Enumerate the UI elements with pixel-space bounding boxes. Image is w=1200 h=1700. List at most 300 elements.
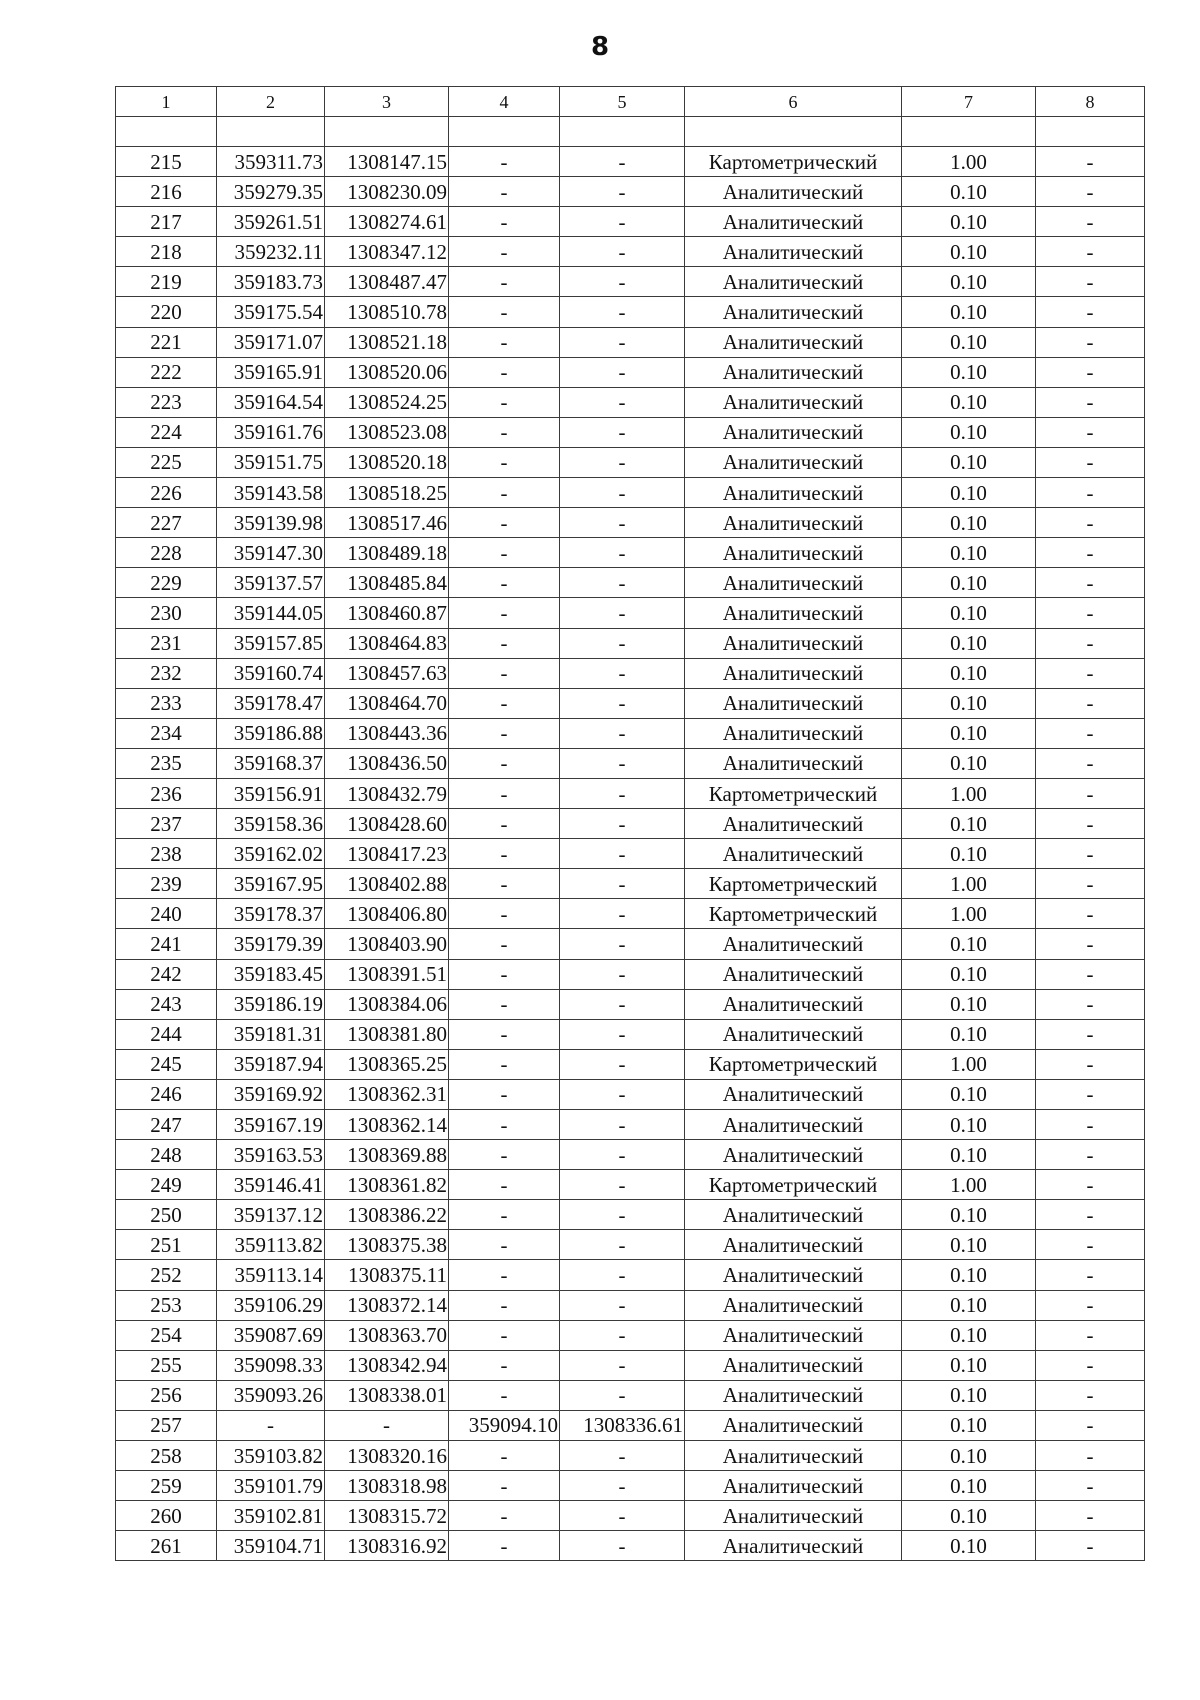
y-coordinate-cell: 1308517.46 (325, 508, 449, 538)
method-cell: Аналитический (685, 357, 902, 387)
new-x-cell: - (449, 1380, 560, 1410)
table-row (116, 1260, 1145, 1290)
table-row (116, 989, 1145, 1019)
point-number-cell: 245 (116, 1049, 217, 1079)
description-cell: - (1036, 1471, 1145, 1501)
point-number-cell: 218 (116, 237, 217, 267)
table-row (116, 1531, 1145, 1561)
new-x-cell: - (449, 147, 560, 177)
method-cell: Аналитический (685, 1320, 902, 1350)
new-x-cell: - (449, 387, 560, 417)
new-x-cell: - (449, 899, 560, 929)
point-number-cell: 248 (116, 1140, 217, 1170)
new-x-cell: - (449, 748, 560, 778)
point-number-cell: 243 (116, 989, 217, 1019)
description-cell: - (1036, 1170, 1145, 1200)
new-y-cell: - (560, 1471, 685, 1501)
table-row (116, 447, 1145, 477)
table-row (116, 147, 1145, 177)
new-y-cell: - (560, 297, 685, 327)
point-number-cell: 222 (116, 357, 217, 387)
method-cell: Аналитический (685, 1441, 902, 1471)
y-coordinate-cell: 1308386.22 (325, 1200, 449, 1230)
y-coordinate-cell: 1308417.23 (325, 839, 449, 869)
new-x-cell: - (449, 1230, 560, 1260)
accuracy-cell: 0.10 (902, 297, 1036, 327)
table-row (116, 1230, 1145, 1260)
new-x-cell: - (449, 1079, 560, 1109)
description-cell: - (1036, 177, 1145, 207)
accuracy-cell: 0.10 (902, 1441, 1036, 1471)
new-y-cell: - (560, 839, 685, 869)
new-y-cell: - (560, 538, 685, 568)
new-x-cell: - (449, 177, 560, 207)
method-cell: Аналитический (685, 1260, 902, 1290)
description-cell: - (1036, 718, 1145, 748)
new-y-cell: - (560, 688, 685, 718)
point-number-cell: 258 (116, 1441, 217, 1471)
x-coordinate-cell: 359178.47 (217, 688, 325, 718)
y-coordinate-cell: 1308428.60 (325, 809, 449, 839)
x-coordinate-cell: 359137.57 (217, 568, 325, 598)
new-x-cell: - (449, 207, 560, 237)
table-row (116, 1380, 1145, 1410)
table-row (116, 718, 1145, 748)
new-x-cell: - (449, 508, 560, 538)
new-x-cell: - (449, 297, 560, 327)
new-y-cell: - (560, 387, 685, 417)
description-cell: - (1036, 1049, 1145, 1079)
y-coordinate-cell: 1308347.12 (325, 237, 449, 267)
x-coordinate-cell: 359151.75 (217, 447, 325, 477)
new-x-cell: - (449, 538, 560, 568)
method-cell: Картометрический (685, 869, 902, 899)
table-row (116, 839, 1145, 869)
y-coordinate-cell: 1308363.70 (325, 1320, 449, 1350)
description-cell: - (1036, 1320, 1145, 1350)
new-y-cell: - (560, 147, 685, 177)
accuracy-cell: 0.10 (902, 688, 1036, 718)
description-cell: - (1036, 1501, 1145, 1531)
method-cell: Аналитический (685, 989, 902, 1019)
column-header-cell: 8 (1036, 87, 1145, 117)
accuracy-cell: 0.10 (902, 929, 1036, 959)
description-cell: - (1036, 508, 1145, 538)
accuracy-cell: 0.10 (902, 1110, 1036, 1140)
method-cell: Картометрический (685, 1170, 902, 1200)
x-coordinate-cell: 359183.73 (217, 267, 325, 297)
description-cell: - (1036, 538, 1145, 568)
description-cell: - (1036, 748, 1145, 778)
method-cell: Аналитический (685, 1019, 902, 1049)
accuracy-cell: 0.10 (902, 1290, 1036, 1320)
y-coordinate-cell: 1308391.51 (325, 959, 449, 989)
new-y-cell: - (560, 929, 685, 959)
x-coordinate-cell: 359098.33 (217, 1350, 325, 1380)
new-x-cell: - (449, 1170, 560, 1200)
table-row (116, 778, 1145, 808)
description-cell: - (1036, 1531, 1145, 1561)
new-x-cell: - (449, 989, 560, 1019)
description-cell: - (1036, 1079, 1145, 1109)
y-coordinate-cell: 1308384.06 (325, 989, 449, 1019)
new-x-cell: - (449, 327, 560, 357)
new-x-cell: - (449, 1471, 560, 1501)
new-x-cell: - (449, 447, 560, 477)
description-cell: - (1036, 357, 1145, 387)
new-x-cell: - (449, 1531, 560, 1561)
point-number-cell: 250 (116, 1200, 217, 1230)
y-coordinate-cell: 1308436.50 (325, 748, 449, 778)
accuracy-cell: 0.10 (902, 658, 1036, 688)
description-cell: - (1036, 959, 1145, 989)
new-x-cell: - (449, 959, 560, 989)
table-row (116, 1019, 1145, 1049)
method-cell: Аналитический (685, 508, 902, 538)
point-number-cell: 256 (116, 1380, 217, 1410)
point-number-cell: 232 (116, 658, 217, 688)
x-coordinate-cell: 359103.82 (217, 1441, 325, 1471)
y-coordinate-cell: 1308375.11 (325, 1260, 449, 1290)
table-row (116, 658, 1145, 688)
method-cell: Аналитический (685, 1350, 902, 1380)
accuracy-cell: 0.10 (902, 1471, 1036, 1501)
table-row (116, 1290, 1145, 1320)
accuracy-cell: 0.10 (902, 508, 1036, 538)
x-coordinate-cell: 359171.07 (217, 327, 325, 357)
y-coordinate-cell: 1308318.98 (325, 1471, 449, 1501)
point-number-cell: 227 (116, 508, 217, 538)
accuracy-cell: 0.10 (902, 1531, 1036, 1561)
x-coordinate-cell: 359181.31 (217, 1019, 325, 1049)
accuracy-cell: 0.10 (902, 447, 1036, 477)
point-number-cell: 233 (116, 688, 217, 718)
description-cell: - (1036, 297, 1145, 327)
accuracy-cell: 0.10 (902, 1260, 1036, 1290)
x-coordinate-cell: 359137.12 (217, 1200, 325, 1230)
y-coordinate-cell: 1308369.88 (325, 1140, 449, 1170)
new-y-cell: - (560, 748, 685, 778)
description-cell: - (1036, 658, 1145, 688)
y-coordinate-cell: 1308464.70 (325, 688, 449, 718)
y-coordinate-cell: 1308403.90 (325, 929, 449, 959)
description-cell: - (1036, 688, 1145, 718)
x-coordinate-cell: 359169.92 (217, 1079, 325, 1109)
y-coordinate-cell: 1308443.36 (325, 718, 449, 748)
x-coordinate-cell: 359178.37 (217, 899, 325, 929)
method-cell: Аналитический (685, 929, 902, 959)
accuracy-cell: 0.10 (902, 478, 1036, 508)
x-coordinate-cell: 359104.71 (217, 1531, 325, 1561)
accuracy-cell: 0.10 (902, 959, 1036, 989)
y-coordinate-cell: 1308510.78 (325, 297, 449, 327)
description-cell: - (1036, 1290, 1145, 1320)
method-cell: Аналитический (685, 1471, 902, 1501)
new-y-cell: - (560, 1380, 685, 1410)
accuracy-cell: 1.00 (902, 899, 1036, 929)
blank-cell (902, 117, 1036, 147)
table-row (116, 959, 1145, 989)
accuracy-cell: 1.00 (902, 147, 1036, 177)
table-row (116, 1140, 1145, 1170)
new-x-cell: - (449, 628, 560, 658)
blank-row (116, 117, 1145, 147)
new-x-cell: - (449, 658, 560, 688)
y-coordinate-cell: 1308485.84 (325, 568, 449, 598)
x-coordinate-cell: 359179.39 (217, 929, 325, 959)
y-coordinate-cell: 1308375.38 (325, 1230, 449, 1260)
method-cell: Аналитический (685, 1380, 902, 1410)
point-number-cell: 240 (116, 899, 217, 929)
table-row (116, 387, 1145, 417)
column-header-cell: 1 (116, 87, 217, 117)
point-number-cell: 260 (116, 1501, 217, 1531)
method-cell: Аналитический (685, 748, 902, 778)
y-coordinate-cell: 1308316.92 (325, 1531, 449, 1561)
table-row (116, 327, 1145, 357)
point-number-cell: 234 (116, 718, 217, 748)
accuracy-cell: 0.10 (902, 207, 1036, 237)
method-cell: Аналитический (685, 538, 902, 568)
point-number-cell: 230 (116, 598, 217, 628)
point-number-cell: 236 (116, 778, 217, 808)
new-y-cell: - (560, 1320, 685, 1350)
new-y-cell: - (560, 417, 685, 447)
x-coordinate-cell: 359146.41 (217, 1170, 325, 1200)
method-cell: Аналитический (685, 598, 902, 628)
x-coordinate-cell: 359139.98 (217, 508, 325, 538)
point-number-cell: 215 (116, 147, 217, 177)
method-cell: Аналитический (685, 417, 902, 447)
table-row (116, 1110, 1145, 1140)
y-coordinate-cell: 1308320.16 (325, 1441, 449, 1471)
new-x-cell: - (449, 598, 560, 628)
new-y-cell: - (560, 327, 685, 357)
description-cell: - (1036, 809, 1145, 839)
x-coordinate-cell: 359167.19 (217, 1110, 325, 1140)
method-cell: Картометрический (685, 899, 902, 929)
x-coordinate-cell: - (217, 1410, 325, 1440)
new-y-cell: - (560, 628, 685, 658)
x-coordinate-cell: 359186.88 (217, 718, 325, 748)
y-coordinate-cell: 1308464.83 (325, 628, 449, 658)
y-coordinate-cell: 1308460.87 (325, 598, 449, 628)
new-x-cell: - (449, 1441, 560, 1471)
description-cell: - (1036, 1200, 1145, 1230)
method-cell: Аналитический (685, 1079, 902, 1109)
point-number-cell: 225 (116, 447, 217, 477)
new-x-cell: - (449, 869, 560, 899)
new-y-cell: - (560, 207, 685, 237)
description-cell: - (1036, 1260, 1145, 1290)
new-x-cell: - (449, 778, 560, 808)
table-row (116, 1350, 1145, 1380)
table-row (116, 1079, 1145, 1109)
description-cell: - (1036, 267, 1145, 297)
new-y-cell: - (560, 237, 685, 267)
point-number-cell: 229 (116, 568, 217, 598)
point-number-cell: 247 (116, 1110, 217, 1140)
method-cell: Аналитический (685, 628, 902, 658)
point-number-cell: 221 (116, 327, 217, 357)
y-coordinate-cell: 1308372.14 (325, 1290, 449, 1320)
new-x-cell: - (449, 929, 560, 959)
method-cell: Аналитический (685, 387, 902, 417)
description-cell: - (1036, 869, 1145, 899)
column-header-cell: 6 (685, 87, 902, 117)
new-y-cell: - (560, 899, 685, 929)
method-cell: Аналитический (685, 1230, 902, 1260)
description-cell: - (1036, 989, 1145, 1019)
y-coordinate-cell: 1308489.18 (325, 538, 449, 568)
new-x-cell: - (449, 1200, 560, 1230)
accuracy-cell: 0.10 (902, 177, 1036, 207)
method-cell: Картометрический (685, 147, 902, 177)
method-cell: Картометрический (685, 778, 902, 808)
new-x-cell: - (449, 1501, 560, 1531)
accuracy-cell: 0.10 (902, 1501, 1036, 1531)
new-y-cell: - (560, 508, 685, 538)
method-cell: Аналитический (685, 1110, 902, 1140)
x-coordinate-cell: 359279.35 (217, 177, 325, 207)
y-coordinate-cell: 1308518.25 (325, 478, 449, 508)
accuracy-cell: 0.10 (902, 628, 1036, 658)
y-coordinate-cell: 1308362.14 (325, 1110, 449, 1140)
new-y-cell: - (560, 1260, 685, 1290)
x-coordinate-cell: 359156.91 (217, 778, 325, 808)
accuracy-cell: 0.10 (902, 387, 1036, 417)
page-number: 8 (590, 32, 610, 62)
method-cell: Аналитический (685, 718, 902, 748)
table-row (116, 598, 1145, 628)
point-number-cell: 252 (116, 1260, 217, 1290)
table-row (116, 1170, 1145, 1200)
table-row (116, 478, 1145, 508)
table-row (116, 929, 1145, 959)
column-number-row (116, 87, 1145, 117)
new-x-cell: - (449, 809, 560, 839)
table-row (116, 207, 1145, 237)
new-y-cell: - (560, 1170, 685, 1200)
method-cell: Картометрический (685, 1049, 902, 1079)
new-x-cell: - (449, 1320, 560, 1350)
new-x-cell: - (449, 688, 560, 718)
new-x-cell: 359094.10 (449, 1410, 560, 1440)
new-y-cell: - (560, 1441, 685, 1471)
point-number-cell: 224 (116, 417, 217, 447)
x-coordinate-cell: 359143.58 (217, 478, 325, 508)
table-row (116, 869, 1145, 899)
y-coordinate-cell: 1308342.94 (325, 1350, 449, 1380)
accuracy-cell: 1.00 (902, 1049, 1036, 1079)
point-number-cell: 241 (116, 929, 217, 959)
new-x-cell: - (449, 1140, 560, 1170)
table-row (116, 417, 1145, 447)
description-cell: - (1036, 327, 1145, 357)
method-cell: Аналитический (685, 1531, 902, 1561)
point-number-cell: 220 (116, 297, 217, 327)
new-y-cell: - (560, 1110, 685, 1140)
table-row (116, 1441, 1145, 1471)
new-y-cell: - (560, 1140, 685, 1170)
accuracy-cell: 0.10 (902, 1350, 1036, 1380)
new-x-cell: - (449, 1049, 560, 1079)
y-coordinate-cell: 1308406.80 (325, 899, 449, 929)
accuracy-cell: 0.10 (902, 598, 1036, 628)
description-cell: - (1036, 839, 1145, 869)
table-row (116, 688, 1145, 718)
description-cell: - (1036, 1441, 1145, 1471)
y-coordinate-cell: 1308362.31 (325, 1079, 449, 1109)
x-coordinate-cell: 359165.91 (217, 357, 325, 387)
x-coordinate-cell: 359113.82 (217, 1230, 325, 1260)
table-row (116, 628, 1145, 658)
method-cell: Аналитический (685, 327, 902, 357)
y-coordinate-cell: - (325, 1410, 449, 1440)
x-coordinate-cell: 359161.76 (217, 417, 325, 447)
x-coordinate-cell: 359167.95 (217, 869, 325, 899)
description-cell: - (1036, 147, 1145, 177)
accuracy-cell: 0.10 (902, 357, 1036, 387)
accuracy-cell: 0.10 (902, 718, 1036, 748)
accuracy-cell: 0.10 (902, 1200, 1036, 1230)
accuracy-cell: 0.10 (902, 748, 1036, 778)
point-number-cell: 249 (116, 1170, 217, 1200)
x-coordinate-cell: 359158.36 (217, 809, 325, 839)
point-number-cell: 242 (116, 959, 217, 989)
point-number-cell: 244 (116, 1019, 217, 1049)
point-number-cell: 255 (116, 1350, 217, 1380)
column-header-cell: 7 (902, 87, 1036, 117)
method-cell: Аналитический (685, 237, 902, 267)
y-coordinate-cell: 1308523.08 (325, 417, 449, 447)
new-y-cell: - (560, 658, 685, 688)
method-cell: Аналитический (685, 297, 902, 327)
new-x-cell: - (449, 1290, 560, 1320)
method-cell: Аналитический (685, 447, 902, 477)
new-x-cell: - (449, 1350, 560, 1380)
new-y-cell: 1308336.61 (560, 1410, 685, 1440)
new-y-cell: - (560, 869, 685, 899)
point-number-cell: 217 (116, 207, 217, 237)
y-coordinate-cell: 1308315.72 (325, 1501, 449, 1531)
blank-cell (560, 117, 685, 147)
column-header-cell: 2 (217, 87, 325, 117)
accuracy-cell: 1.00 (902, 778, 1036, 808)
accuracy-cell: 0.10 (902, 1320, 1036, 1350)
table-row (116, 748, 1145, 778)
table-row (116, 899, 1145, 929)
method-cell: Аналитический (685, 478, 902, 508)
point-number-cell: 259 (116, 1471, 217, 1501)
point-number-cell: 231 (116, 628, 217, 658)
x-coordinate-cell: 359113.14 (217, 1260, 325, 1290)
new-y-cell: - (560, 1290, 685, 1320)
method-cell: Аналитический (685, 959, 902, 989)
new-x-cell: - (449, 1260, 560, 1290)
table-row (116, 1320, 1145, 1350)
coordinates-table (115, 86, 1145, 1561)
table-row (116, 237, 1145, 267)
point-number-cell: 239 (116, 869, 217, 899)
table-row (116, 297, 1145, 327)
description-cell: - (1036, 237, 1145, 267)
table-row (116, 1501, 1145, 1531)
blank-cell (1036, 117, 1145, 147)
blank-cell (449, 117, 560, 147)
x-coordinate-cell: 359164.54 (217, 387, 325, 417)
x-coordinate-cell: 359186.19 (217, 989, 325, 1019)
